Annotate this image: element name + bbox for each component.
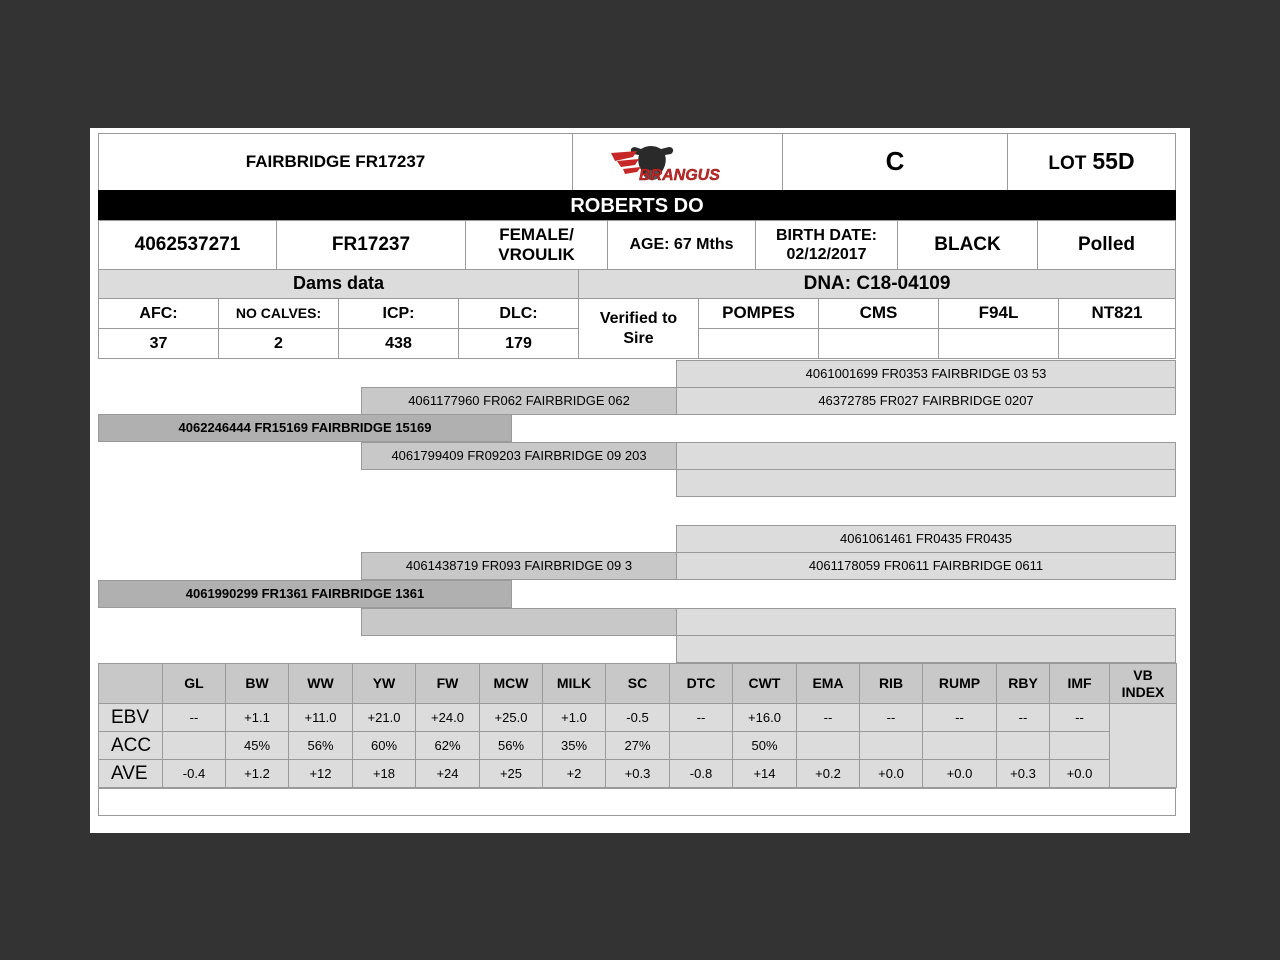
dams-header-dlc (458, 298, 579, 329)
dna-value-pompes (698, 328, 819, 359)
stats-cell: +12 (289, 760, 353, 788)
stats-cell: +1.1 (226, 704, 289, 732)
stats-col-bw: BW (226, 664, 289, 704)
lot-cell (1007, 133, 1176, 191)
stats-cell: +0.3 (606, 760, 670, 788)
stats-cell: +0.2 (797, 760, 860, 788)
pedigree-dam-dam (361, 608, 677, 636)
stats-cell: -- (163, 704, 226, 732)
stats-col-milk: MILK (543, 664, 606, 704)
stats-cell: +11.0 (289, 704, 353, 732)
pedigree-sire (98, 414, 512, 442)
stats-cell: +24.0 (416, 704, 480, 732)
stats-cell (860, 732, 923, 760)
dams-value-afc (98, 328, 219, 359)
stats-cell: +0.0 (860, 760, 923, 788)
stats-col-fw: FW (416, 664, 480, 704)
stats-cell: +1.0 (543, 704, 606, 732)
sex-line1: FEMALE/ (499, 224, 574, 244)
pedigree-text: 4061990299 FR1361 FAIRBRIDGE 1361 (185, 586, 425, 602)
sex-line2: VROULIK (498, 245, 575, 264)
dams-header-afc (98, 298, 219, 329)
animal-tag-text: FR17237 (331, 233, 411, 255)
pedigree-sire-dam-sire (676, 442, 1176, 470)
animal-id-number (98, 220, 277, 270)
stats-col-imf: IMF (1050, 664, 1110, 704)
animal-horn (1037, 220, 1176, 270)
dams-value-text: 438 (385, 334, 412, 352)
grade-value: C (885, 146, 905, 177)
stats-cell: +25.0 (480, 704, 543, 732)
stats-cell: -- (1050, 704, 1110, 732)
pedigree-dam (98, 580, 512, 608)
stats-cell: -- (797, 704, 860, 732)
verified-line1: Verified to (599, 310, 678, 328)
pedigree-dam-sire-dam (676, 552, 1176, 580)
dna-value-nt821 (1058, 328, 1176, 359)
stats-corner-cell (99, 664, 163, 704)
dams-value-text: 179 (505, 334, 532, 352)
dna-marker-text: NT821 (1091, 303, 1143, 323)
animal-age (607, 220, 756, 270)
horn-text: Polled (1077, 233, 1135, 255)
owner-banner (98, 190, 1176, 221)
dams-data-title (98, 269, 579, 299)
stats-cell: +25 (480, 760, 543, 788)
dna-marker-text: CMS (859, 303, 898, 323)
pedigree-sire-sire (361, 387, 677, 415)
pedigree-dam-dam-dam (676, 635, 1176, 663)
pedigree-dam-dam-sire (676, 608, 1176, 636)
stats-cell (923, 732, 997, 760)
pedigree-text: 4061001699 FR0353 FAIRBRIDGE 03 53 (805, 366, 1047, 382)
stats-cell: +1.2 (226, 760, 289, 788)
stats-cell: -0.8 (670, 760, 733, 788)
stats-footer-row (98, 788, 1176, 816)
stats-cell: +16.0 (733, 704, 797, 732)
lot-number: 55D (1092, 148, 1135, 175)
pedigree-sire-sire-dam (676, 387, 1176, 415)
dams-value-dlc (458, 328, 579, 359)
pedigree-dam-sire-sire (676, 525, 1176, 553)
dams-header-no-calves (218, 298, 339, 329)
stats-cell (997, 732, 1050, 760)
dams-header-text: NO CALVES: (235, 305, 322, 322)
dna-value-f94l (938, 328, 1059, 359)
dams-header-icp (338, 298, 459, 329)
grade-cell (782, 133, 1008, 191)
stats-cell: +14 (733, 760, 797, 788)
dna-marker-nt821 (1058, 298, 1176, 329)
vb-line1: VB (1133, 667, 1153, 684)
stats-row-ave (99, 760, 1177, 788)
vb-line2: INDEX (1121, 683, 1165, 700)
dna-value-cms (818, 328, 939, 359)
animal-sex (465, 220, 608, 270)
dams-title-text: Dams data (292, 273, 385, 294)
stats-col-dtc: DTC (670, 664, 733, 704)
dams-value-no-calves (218, 328, 339, 359)
stats-col-rby: RBY (997, 664, 1050, 704)
colour-text: BLACK (934, 233, 1001, 255)
dna-title-text: DNA: C18-04109 (803, 272, 951, 294)
stats-cell: 60% (353, 732, 416, 760)
stats-cell (797, 732, 860, 760)
ebv-stats-table (98, 663, 1177, 788)
dna-marker-cms (818, 298, 939, 329)
logo-text: BRANGUS (638, 167, 720, 184)
stats-col-ww: WW (289, 664, 353, 704)
stats-row-label: ACC (99, 732, 163, 760)
stats-cell: -- (670, 704, 733, 732)
stats-row-acc (99, 732, 1177, 760)
stats-cell: -0.5 (606, 704, 670, 732)
dams-value-text: 37 (149, 334, 168, 352)
stats-cell: +2 (543, 760, 606, 788)
pedigree-text: 4061799409 FR09203 FAIRBRIDGE 09 203 (391, 448, 647, 464)
dna-marker-text: POMPES (722, 303, 795, 323)
birth-date-value: 02/12/2017 (786, 246, 867, 263)
stats-row-label: EBV (99, 704, 163, 732)
pedigree-sire-dam (361, 442, 677, 470)
vb-index-value (1110, 704, 1177, 788)
pedigree-sire-sire-sire (676, 360, 1176, 388)
stats-col-ema: EMA (797, 664, 860, 704)
animal-colour (897, 220, 1038, 270)
stats-cell: +0.0 (923, 760, 997, 788)
pedigree-text: 4061177960 FR062 FAIRBRIDGE 062 (408, 393, 630, 409)
stats-cell: +24 (416, 760, 480, 788)
pedigree-text: 4061178059 FR0611 FAIRBRIDGE 0611 (808, 558, 1044, 574)
pedigree-sire-dam-dam (676, 469, 1176, 497)
animal-title (98, 133, 573, 191)
stats-cell: 56% (289, 732, 353, 760)
dams-header-text: ICP: (382, 304, 415, 322)
stats-cell (163, 732, 226, 760)
stats-col-rib: RIB (860, 664, 923, 704)
stats-col-sc: SC (606, 664, 670, 704)
dna-marker-f94l (938, 298, 1059, 329)
dams-value-icp (338, 328, 459, 359)
age-text: AGE: 67 Mths (629, 236, 734, 254)
stats-cell: 45% (226, 732, 289, 760)
sale-catalogue-card (90, 128, 1190, 833)
stats-cell: -- (860, 704, 923, 732)
stats-cell: +18 (353, 760, 416, 788)
stats-cell: 62% (416, 732, 480, 760)
pedigree-text: 4061438719 FR093 FAIRBRIDGE 09 3 (405, 558, 633, 574)
stats-cell: +0.3 (997, 760, 1050, 788)
stats-header-row (99, 664, 1177, 704)
dna-marker-text: F94L (978, 303, 1019, 323)
animal-tag (276, 220, 466, 270)
stats-cell: -- (923, 704, 997, 732)
stats-col-rump: RUMP (923, 664, 997, 704)
stats-col-vb-index (1110, 664, 1177, 704)
dams-value-text: 2 (274, 334, 283, 352)
stats-cell: +0.0 (1050, 760, 1110, 788)
owner-name: ROBERTS DO (570, 194, 704, 217)
verified-line2: Sire (623, 329, 654, 347)
pedigree-dam-sire (361, 552, 677, 580)
brangus-logo (572, 133, 783, 191)
pedigree-text: 46372785 FR027 FAIRBRIDGE 0207 (818, 393, 1034, 409)
birth-date-label: BIRTH DATE: (775, 226, 878, 244)
stats-cell: -0.4 (163, 760, 226, 788)
dna-marker-pompes (698, 298, 819, 329)
dna-title (578, 269, 1176, 299)
lot-label: LOT (1048, 153, 1087, 175)
stats-cell (1050, 732, 1110, 760)
stats-cell: +21.0 (353, 704, 416, 732)
stats-row-label: AVE (99, 760, 163, 788)
bull-head-icon (603, 139, 753, 185)
stats-col-mcw: MCW (480, 664, 543, 704)
animal-id-text: 4062537271 (134, 233, 241, 255)
stats-col-cwt: CWT (733, 664, 797, 704)
stats-row-ebv (99, 704, 1177, 732)
dna-verified-to-sire (578, 298, 699, 359)
animal-title-text: FAIRBRIDGE FR17237 (245, 151, 426, 171)
stats-cell: 50% (733, 732, 797, 760)
pedigree-text: 4061061461 FR0435 FR0435 (839, 531, 1013, 547)
stats-cell: 35% (543, 732, 606, 760)
animal-birth-date (755, 220, 898, 270)
stats-cell: 56% (480, 732, 543, 760)
stats-col-gl: GL (163, 664, 226, 704)
dams-header-text: DLC: (499, 304, 538, 322)
stats-col-yw: YW (353, 664, 416, 704)
pedigree-text: 4062246444 FR15169 FAIRBRIDGE 15169 (178, 420, 432, 436)
stats-cell (670, 732, 733, 760)
stats-cell: 27% (606, 732, 670, 760)
stats-cell: -- (997, 704, 1050, 732)
dams-header-text: AFC: (139, 304, 178, 322)
